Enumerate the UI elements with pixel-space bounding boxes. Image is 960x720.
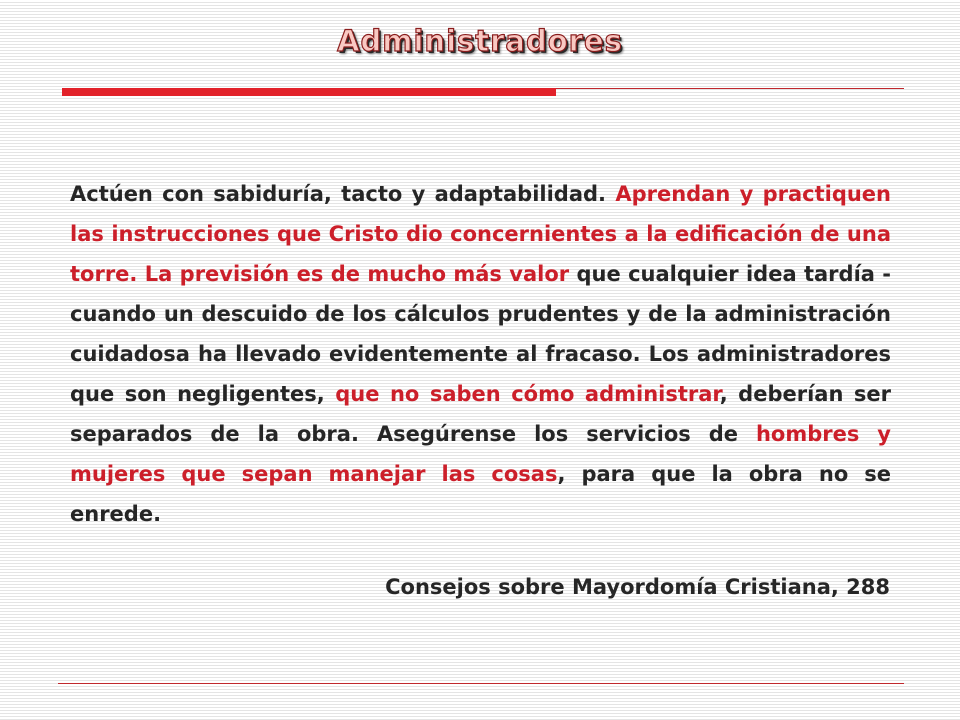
body-segment-emphasis: hombres y mujeres que sepan manejar las cosas — [70, 422, 891, 486]
body-segment: que cualquier idea tardía -cuando un descuido de los cálculos prudentes y de la administración cuidadosa ha llevado evidentemente al fracaso. Los administradores que son negligentes, — [70, 262, 892, 406]
body-segment: , para que la obra no se enrede. — [70, 462, 892, 526]
body-segment: , deberían ser separados de la obra. Asegúrense los servicios de — [70, 382, 891, 446]
body-segment-emphasis: que no saben cómo administrar — [335, 382, 720, 406]
footer-rule — [58, 683, 904, 684]
slide-title: Administradores — [337, 24, 623, 58]
citation: Consejos sobre Mayordomía Cristiana, 288 — [385, 575, 890, 599]
body-paragraph — [70, 174, 891, 534]
body-segment-emphasis: Aprendan y practiquen las instrucciones que Cristo dio concernientes a la edificación de una torre. La previsión es de mucho más valor — [70, 182, 891, 286]
title-underline-thick — [62, 88, 556, 96]
body-segment: Actúen con sabiduría, tacto y adaptabilidad. — [70, 182, 616, 206]
